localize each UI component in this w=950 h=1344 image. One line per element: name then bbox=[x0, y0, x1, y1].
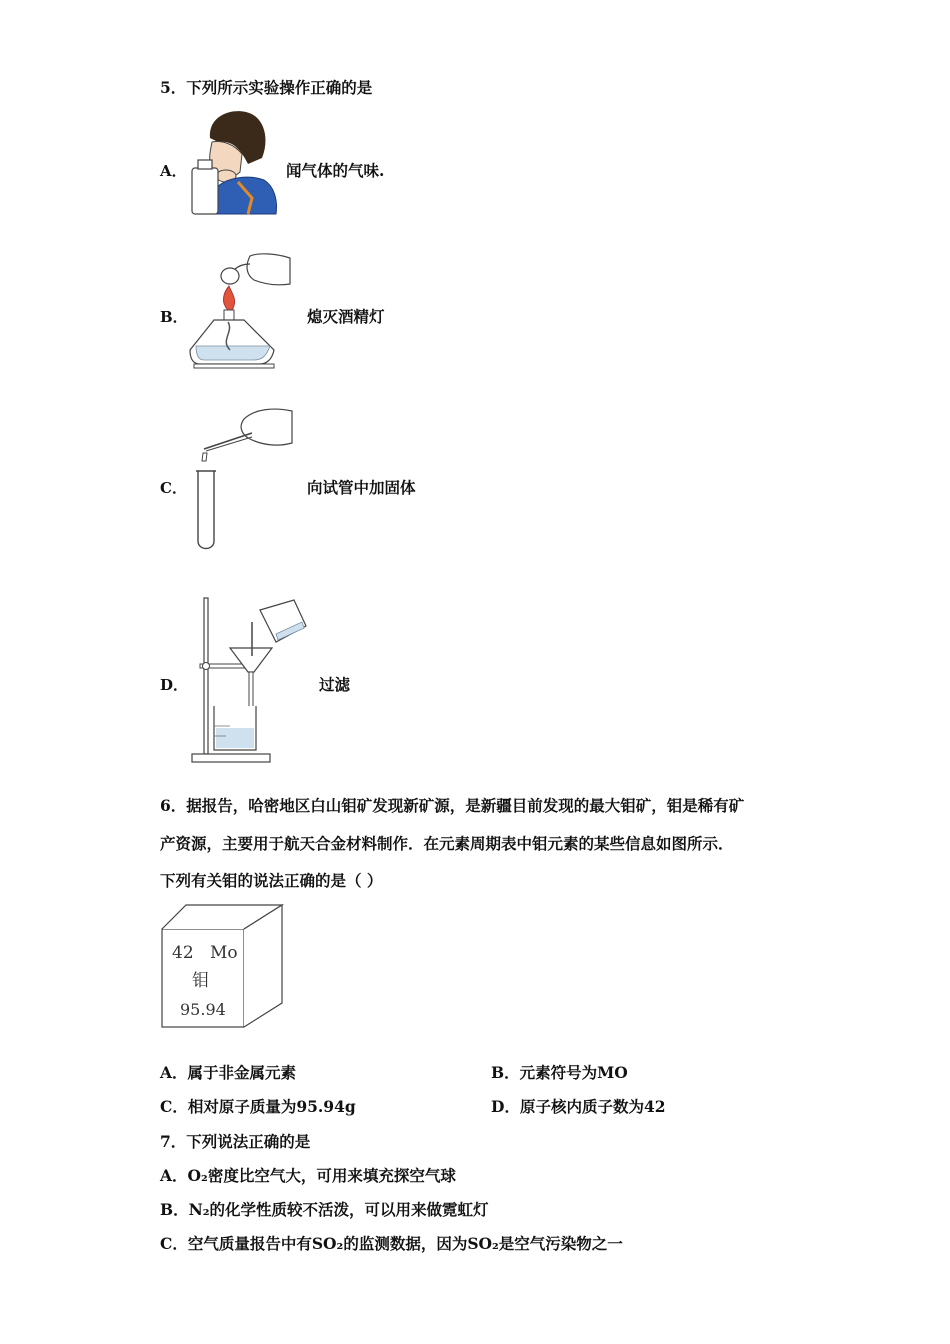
q7-option-c: C．空气质量报告中有SO₂的监测数据，因为SO₂是空气污染物之一 bbox=[160, 1234, 623, 1253]
q5-option-c-caption: 向试管中加固体 bbox=[307, 478, 416, 497]
q5-option-c-letter: C． bbox=[160, 479, 187, 497]
q7-option-b: B．N₂的化学性质较不活泼，可以用来做霓虹灯 bbox=[160, 1200, 489, 1219]
q6-option-d: D．原子核内质子数为42 bbox=[491, 1097, 666, 1116]
test-tube-illustration bbox=[194, 405, 294, 553]
q7-stem: 7．下列说法正确的是 bbox=[160, 1132, 311, 1151]
q5-option-a-caption: 闻气体的气味. bbox=[286, 161, 385, 180]
q7-option-a: A．O₂密度比空气大，可用来填充探空气球 bbox=[160, 1166, 456, 1185]
q5-option-b-letter: B． bbox=[160, 308, 188, 326]
smell-gas-illustration bbox=[188, 108, 280, 216]
q5-option-b-caption: 熄灭酒精灯 bbox=[307, 307, 385, 326]
alcohol-lamp-illustration bbox=[190, 250, 294, 370]
q6-option-b: B．元素符号为MO bbox=[491, 1063, 628, 1082]
element-name: 钼 bbox=[192, 971, 209, 991]
q5-stem: 5．下列所示实验操作正确的是 bbox=[160, 78, 373, 97]
q5-option-d-caption: 过滤 bbox=[319, 675, 351, 694]
q5-option-a-letter: A． bbox=[160, 162, 187, 180]
q6-stem-line-1: 6．据报告，哈密地区白山钼矿发现新矿源，是新疆目前发现的最大钼矿，钼是稀有矿 bbox=[160, 796, 745, 815]
q6-option-c: C．相对原子质量为95.94g bbox=[160, 1097, 356, 1116]
q5-option-d-letter: D． bbox=[160, 676, 189, 694]
element-mass: 95.94 bbox=[180, 1000, 226, 1019]
q6-option-a: A．属于非金属元素 bbox=[160, 1063, 297, 1082]
q6-stem-line-2: 产资源，主要用于航天合金材料制作．在元素周期表中钼元素的某些信息如图所示． bbox=[160, 834, 734, 853]
q6-stem-line-3: 下列有关钼的说法正确的是（ ） bbox=[160, 871, 383, 890]
element-number: 42 bbox=[172, 943, 194, 963]
molybdenum-element-cell bbox=[160, 903, 286, 1029]
filtration-illustration bbox=[190, 596, 310, 766]
element-symbol: Mo bbox=[210, 943, 238, 963]
